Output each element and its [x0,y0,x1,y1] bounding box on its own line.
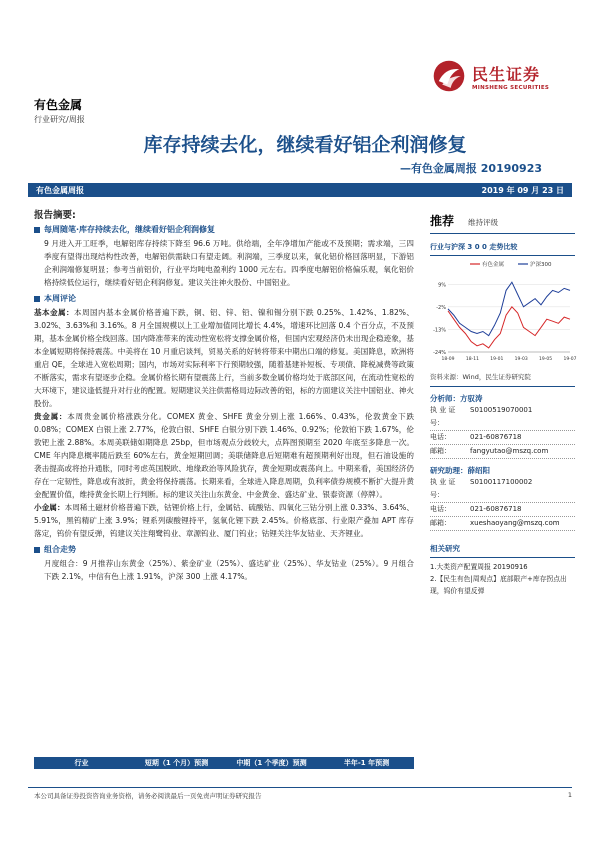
footer-divider [28,787,572,788]
rating-block [430,212,575,234]
related-research-item[interactable]: 2.【民生有色|周观点】底部限产+库存拐点出现，钨价有望反弹 [430,575,567,595]
x-tick-label: 18-11 [465,357,479,362]
analyst-info-row: 执 业 证 号： S0100519070001 [430,404,575,431]
related-research-list [430,561,575,597]
page-footer [34,791,572,800]
series-line [448,307,570,348]
report-header-bar [28,183,572,197]
bar-series-name: 有色金属周报 [36,185,84,195]
legend-label: 沪深300 [530,262,552,268]
page-title: 库存持续去化，继续看好铝企利润修复 [143,134,467,156]
company-logo [432,58,572,94]
assistant-info-row: 执 业 证 号： S0100117100002 [430,476,575,503]
bullet-square-icon [34,547,40,553]
analyst-heading: 分析师：方驭涛 [430,394,483,403]
related-research-heading: 相关研究 [430,543,575,558]
assistant-info-row: 电话： 021-60876718 [430,503,575,517]
sidebar [430,212,575,597]
x-tick-label: 19-03 [514,357,528,362]
industry-label: 有色金属 [34,98,83,112]
y-tick-label: -2% [436,304,446,311]
summary-body [34,220,414,583]
page-number: 1 [567,791,572,799]
section-heading: 本周评论 [34,292,414,305]
section-paragraph: 月度组合：9 月推荐山东黄金（25%）、紫金矿业（25%）、盛达矿业（25%）、华友钴业（25%）。9 月组合下跌 2.1%，中信有色上涨 1.91%，沪深 300 上涨 4.17%。 [44,559,414,581]
x-tick-label: 19-01 [490,357,504,362]
summary-heading: 报告摘要: [34,210,76,221]
bullet-square-icon [34,296,40,302]
section-heading: 每周随笔·库存持续去化，继续看好铝企利润修复 [34,223,414,236]
analyst-info [430,404,575,459]
section-paragraph: 贵金属：本周贵金属价格涨跌分化。COMEX 黄金、SHFE 黄金分别上涨 1.66%、0.43%，伦敦黄金下跌 0.08%；COMEX 白银上涨 2.77%，伦敦白银、SHFE 白银分别下跌 1.46%、0.92%；伦敦铂下跌 1.67%，伦敦钯上涨 2.88%。本周美联储如期降息 25bp，但市场观点分歧较大，点阵图预期至 2020 年底至多降息一次。CME 年内降息概率随后跌至 60%左右，黄金短期回调；美联储降息后短期难有超预期利好出现，但石油设施的袭击提高或将抬升通胀，同时考虑英国脱欧、地缘政治等风险犹存，黄金短期或震荡向上。中期来看，美国经济仍存在一定韧性，降息或有波折，黄金将保持震荡。长期来看，全球进入降息周期，负利率债券规模不断扩大提升黄金配置价值，维持黄金长期上行判断。标的建议关注山东黄金、中金黄金、盛达矿业、银泰资源（停牌）。 [34,412,415,499]
report-type-label: 行业研究/周报 [34,115,85,124]
section-heading: 组合走势 [34,543,414,556]
section-paragraph: 基本金属：本周国内基本金属价格普遍下跌，铜、铝、锌、铅、镍和锡分别下跌 0.25%、1.42%、1.82%、3.02%、3.63%和 3.16%。8 月全国规模以上工业增加值同比增长 4.4%，增速环比回落 0.4 个百分点，不及预期，基本金属价格全线回落。国内降准带来的流动性宽松将支撑金属价格，但国内宏观经济仍未出现企稳迹象，基本金属短期将保持震荡。中美将在 10 月重启谈判，贸易关系的好转将带来中期出口端的修复。美国降息，欧洲将重启 QE，全球进入宽松周期；国内，市场对实际利率下行预期较强，随着基建补短板、专项债、降税减费等政策不断落实，需求有望逐步企稳。金属价格长期有望震荡上行，当前多数金属价格均处于底部区间，在流动性宽松的大环境下，建议逢低提升对行业的配置。短期建议关注供需格局边际改善的铝，标的方面建议关注中国铝业、神火股份。 [34,308,414,408]
y-tick-label: -13% [433,327,446,334]
logo-cn-text: 民生证券 [472,64,541,84]
assistant-info [430,476,575,531]
report-date: 2019 年 09 月 23 日 [481,185,564,195]
assistant-info-row: 邮箱： xueshaoyang@mszq.com [430,517,575,531]
series-line [448,282,570,335]
table-header-cell: 半年-1 年预测 [343,759,390,767]
related-research-item[interactable]: 1.大类资产配置周报 20190916 [430,563,528,571]
x-tick-label: 19-05 [539,357,553,362]
logo-emblem-icon [432,59,466,93]
analyst-info-row: 邮箱： fangyutao@mszq.com [430,445,575,459]
footer-disclaimer: 本公司具备证券投资咨询业务资格，请务必阅读最后一页免责声明证券研究报告 [34,792,262,800]
page-subtitle: —有色金属周报 20190923 [399,162,542,175]
x-tick-label: 18-09 [441,357,455,362]
bullet-square-icon [34,227,40,233]
y-tick-label: -24% [433,350,446,356]
section-paragraph: 9 月进入开工旺季，电解铝库存持续下降至 96.6 万吨。供给端，全年净增加产能或不及预期；需求端，三四季度有望得出现结构性改善，电解铝供需缺口有望走阔。利润端，三季度以来，氧化铝价格回落明显，下游铝企利润端修复明显；参考当前铝价，行业平均吨电盈利约 1000 元左右。四季度电解铝价格偏乐观，氧化铝价格持续低位运行，继续看好铝企利润修复。建议关注神火股份、中国铝业。 [44,239,414,287]
legend-label: 有色金属 [482,262,505,268]
table-header-cell: 中期（1 个季度）预测 [236,759,307,767]
rating-value: 维持评级 [468,218,499,227]
assistant-heading: 研究助理：薛绍阳 [430,466,490,475]
table-header-cell: 短期（1 个月）预测 [144,759,209,767]
chart-title: 行业与沪深 3 0 0 走势比较 [430,242,575,256]
section-paragraph: 小金属：本周稀土磁材价格普遍下跌，钴锂价格上行，金属钴、硫酸钴、四氧化三钴分别上涨 0.33%、3.64%、5.91%，黑钨精矿上涨 3.9%；锂系列碳酸锂持平，氢氧化锂下跌 2.45%。价格底部、行业限产叠加 APT 库存落定，钨价有望反弹，钨建议关注翔鹭钨业、章源钨业、厦门钨业；钴锂关注华友钴业、天齐锂业。 [34,503,414,538]
y-tick-label: 9% [438,282,446,289]
chart-source: 资料来源：Wind，民生证券研究院 [430,372,575,387]
table-header-cell: 行业 [74,759,89,767]
x-tick-label: 19-07 [563,357,577,362]
rating-table-header [34,757,414,769]
logo-en-text: MINSHENG SECURITIES [472,84,550,91]
rating-label: 推荐 [430,214,455,228]
analyst-info-row: 电话： 021-60876718 [430,431,575,445]
trend-chart [430,256,575,366]
